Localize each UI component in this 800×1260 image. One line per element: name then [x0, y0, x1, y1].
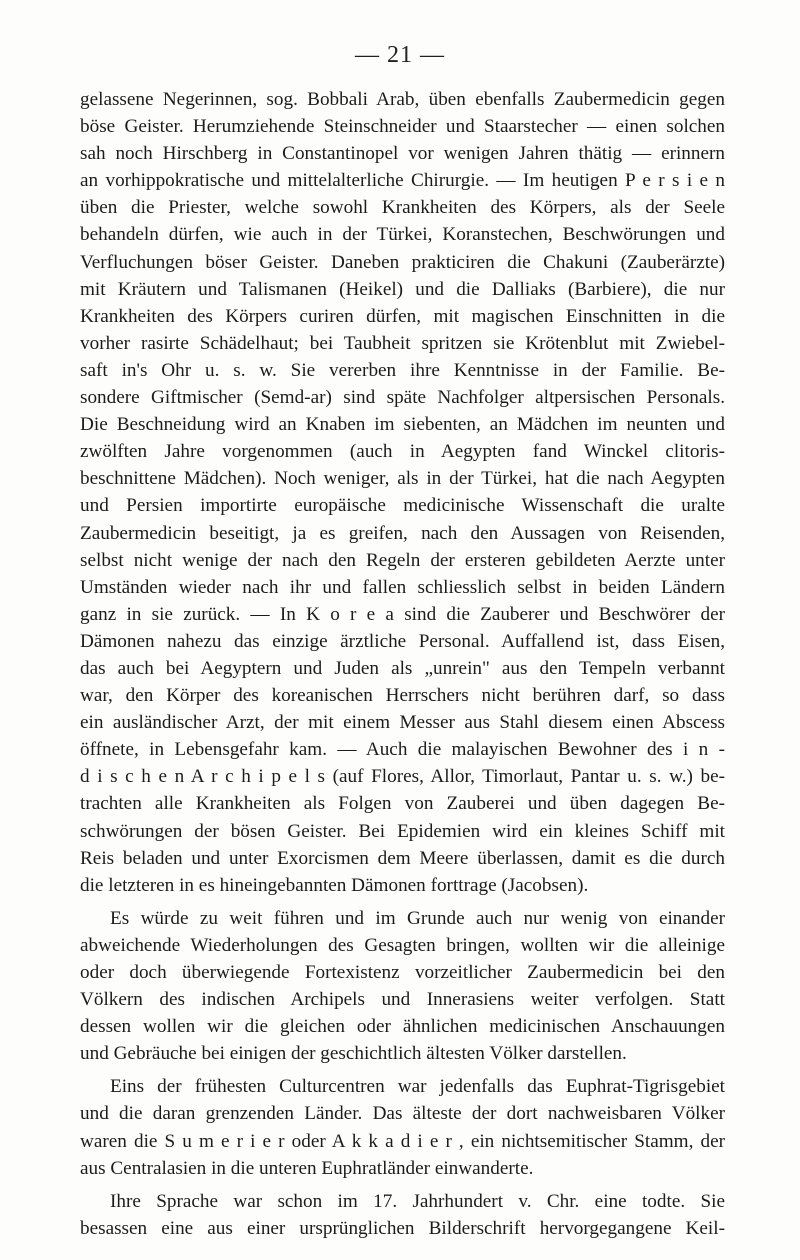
text-line: war, den Körper des koreanischen Herrschers nicht berühren darf, so dass	[80, 685, 725, 707]
text-line: ganz in sie zurück. — In K o r e a sind die Zauberer und Beschwörer der	[80, 603, 725, 625]
text-line: aus Centralasien in die unteren Euphratländer einwanderte.	[80, 1157, 534, 1179]
body-text	[80, 86, 725, 1242]
text-line: und Persien importirte europäische medicinische Wissenschaft die uralte	[80, 495, 725, 517]
text-line: oder doch überwiegende Fortexistenz vorzeitlicher Zaubermedicin bei den	[80, 962, 725, 983]
text-line: mit Kräutern und Talismanen (Heikel) und die Dalliaks (Barbiere), die nur	[80, 278, 725, 300]
text-line: böse Geister. Herumziehende Steinschneider und Staarstecher — einen solchen	[80, 116, 725, 138]
text-line: Zaubermedicin beseitigt, ja es greifen, nach den Aussagen von Reisenden,	[80, 522, 725, 544]
text-line: trachten alle Krankheiten als Folgen von Zauberei und üben dagegen Be-	[80, 793, 725, 815]
text-line: Es würde zu weit führen und im Grunde auch nur wenig von einander	[110, 907, 725, 929]
text-line: das auch bei Aegyptern und Juden als „unrein" aus den Tempeln verbannt	[80, 657, 725, 679]
text-line: Umständen wieder nach ihr und fallen schliesslich selbst in beiden Ländern	[80, 576, 725, 598]
text-line: an vorhippokratische und mittelalterliche Chirurgie. — Im heutigen P e r s i e n	[80, 170, 725, 192]
paragraph	[80, 1073, 725, 1181]
text-line: üben die Priester, welche sowohl Krankheiten des Körpers, als der Seele	[80, 197, 725, 219]
text-line: und Gebräuche bei einigen der geschichtlich ältesten Völker darstellen.	[80, 1043, 627, 1065]
text-line: gelassene Negerinnen, sog. Bobbali Arab, üben ebenfalls Zaubermedicin gegen	[80, 89, 725, 110]
text-line: sondere Giftmischer (Semd-ar) sind späte Nachfolger altpersischen Personals.	[80, 387, 725, 409]
text-line: d i s c h e n A r c h i p e l s (auf Flores, Allor, Timorlaut, Pantar u. s. w.) be-	[80, 766, 725, 788]
paragraph	[80, 86, 725, 899]
text-line: selbst nicht wenige der nach den Regeln der ersteren gebildeten Aerzte unter	[80, 549, 725, 571]
text-line: saft in's Ohr u. s. w. Sie vererben ihre Kenntnisse in der Familie. Be-	[80, 359, 725, 381]
text-line: öffnete, in Lebensgefahr kam. — Auch die malayischen Bewohner des i n -	[80, 739, 725, 761]
text-line: zwölften Jahre vorgenommen (auch in Aegypten fand Winckel clitoris-	[80, 441, 725, 463]
text-line: Dämonen nahezu das einzige ärztliche Personal. Auffallend ist, dass Eisen,	[80, 630, 725, 652]
text-line: ein ausländischer Arzt, der mit einem Messer aus Stahl diesem einen Abscess	[80, 712, 725, 734]
text-line: Eins der frühesten Culturcentren war jedenfalls das Euphrat-Tigrisgebiet	[110, 1076, 725, 1098]
text-line: vorher rasirte Schädelhaut; bei Taubheit spritzen sie Krötenblut mit Zwiebel-	[80, 332, 725, 354]
page-number: — 21 —	[355, 42, 445, 68]
paragraph	[80, 1188, 725, 1242]
paragraph	[80, 905, 725, 1068]
text-line: Reis beladen und unter Exorcismen dem Meere überlassen, damit es die durch	[80, 847, 725, 869]
text-line: Völkern des indischen Archipels und Innerasiens weiter verfolgen. Statt	[80, 989, 725, 1011]
text-line: Die Beschneidung wird an Knaben im siebenten, an Mädchen im neunten und	[80, 414, 725, 436]
text-line: behandeln dürfen, wie auch in der Türkei, Koranstechen, Beschwörungen und	[80, 224, 725, 246]
text-line: die letzteren in es hineingebannten Dämonen forttrage (Jacobsen).	[80, 874, 589, 896]
text-line: Ihre Sprache war schon im 17. Jahrhundert v. Chr. eine todte. Sie	[110, 1190, 725, 1212]
text-line: beschnittene Mädchen). Noch weniger, als in der Türkei, hat die nach Aegypten	[80, 468, 725, 490]
text-line: besassen eine aus einer ursprünglichen Bilderschrift hervorgegangene Keil-	[80, 1217, 725, 1239]
text-line: Verfluchungen böser Geister. Daneben prakticiren die Chakuni (Zauberärzte)	[80, 251, 725, 273]
text-line: Krankheiten des Körpers curiren dürfen, mit magischen Einschnitten in die	[80, 305, 725, 327]
text-line: und die daran grenzenden Länder. Das älteste der dort nachweisbaren Völker	[80, 1103, 725, 1125]
text-line: dessen wollen wir die gleichen oder ähnlichen medicinischen Anschauungen	[80, 1016, 725, 1038]
text-line: waren die S u m e r i e r oder A k k a d i e r , ein nichtsemitischer Stamm, der	[80, 1130, 725, 1152]
text-line: abweichende Wiederholungen des Gesagten bringen, wollten wir die alleinige	[80, 934, 725, 956]
text-line: schwörungen der bösen Geister. Bei Epidemien wird ein kleines Schiff mit	[80, 820, 725, 842]
text-line: sah noch Hirschberg in Constantinopel vor wenigen Jahren thätig — erinnern	[80, 143, 725, 165]
